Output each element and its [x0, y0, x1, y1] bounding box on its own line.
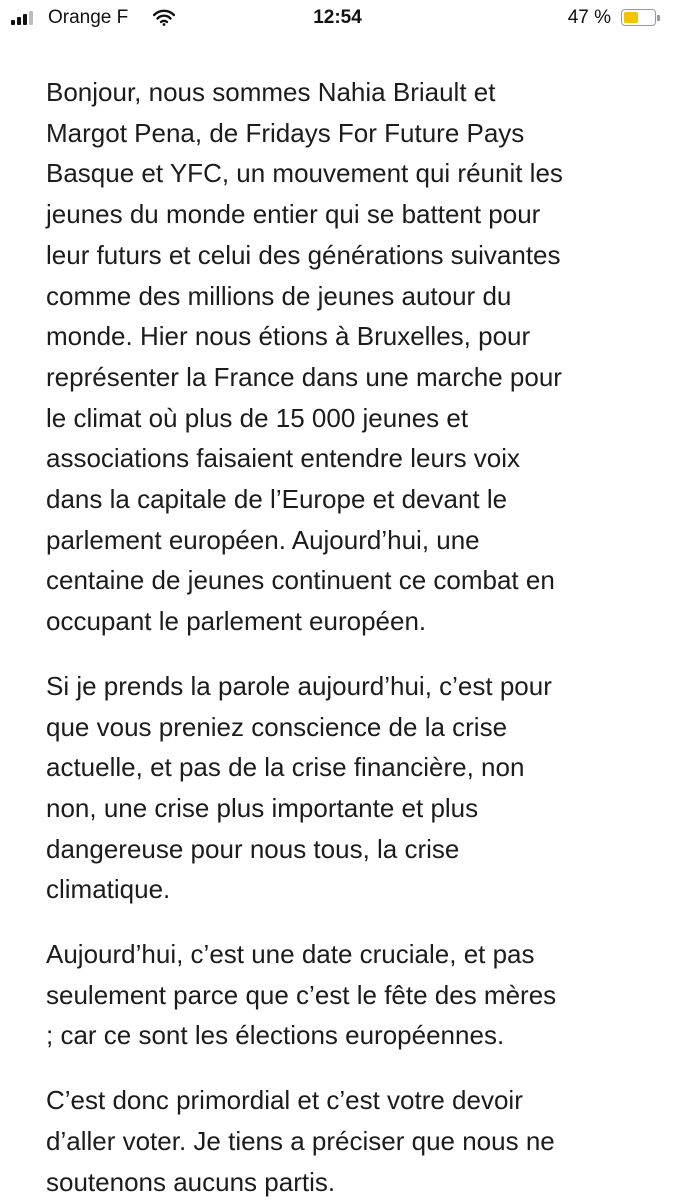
text-line: d’aller voter. Je tiens a préciser que nous ne — [46, 1125, 555, 1156]
text-line: dans la capitale de l’Europe et devant le — [46, 484, 508, 515]
text-line: monde. Hier nous étions à Bruxelles, pour — [46, 321, 531, 352]
paragraph — [46, 1080, 646, 1202]
message-body — [46, 72, 646, 1202]
text-line: représenter la France dans une marche pour — [46, 361, 562, 392]
text-line: jeunes du monde entier qui se battent pour — [46, 199, 541, 230]
paragraph — [46, 934, 646, 1056]
battery-percentage: 47 % — [567, 7, 611, 28]
battery-icon — [621, 9, 661, 28]
text-line: parlement européen. Aujourd’hui, une — [46, 524, 480, 555]
text-line: comme des millions de jeunes autour du — [46, 280, 512, 311]
text-line: Aujourd’hui, c’est une date cruciale, et pas — [46, 939, 535, 970]
paragraph — [46, 72, 646, 642]
text-line: occupant le parlement européen. — [46, 606, 427, 637]
text-line: actuelle, et pas de la crise financière, non — [46, 752, 525, 783]
text-line: Basque et YFC, un mouvement qui réunit les — [46, 158, 563, 189]
paragraph — [46, 666, 646, 910]
text-line: Margot Pena, de Fridays For Future Pays — [46, 117, 525, 148]
text-line: dangereuse pour nous tous, la crise — [46, 833, 460, 864]
text-line: leur futurs et celui des générations suivantes — [46, 239, 561, 270]
clock: 12:54 — [313, 7, 362, 28]
carrier-name: Orange F — [48, 7, 129, 28]
text-line: associations faisaient entendre leurs voix — [46, 443, 521, 474]
text-line: climatique. — [46, 874, 171, 905]
text-line: soutenons aucuns partis. — [46, 1166, 336, 1197]
text-line: seulement parce que c’est le fête des mères — [46, 979, 557, 1010]
text-line: Bonjour, nous sommes Nahia Briault et — [46, 77, 496, 107]
text-line: le climat où plus de 15 000 jeunes et — [46, 402, 469, 433]
text-line: non, une crise plus importante et plus — [46, 792, 479, 823]
text-line: C’est donc primordial et c’est votre devoir — [46, 1085, 523, 1116]
text-line: centaine de jeunes continuent ce combat en — [46, 565, 555, 596]
text-line: ; car ce sont les élections européennes. — [46, 1020, 505, 1051]
text-line: que vous preniez conscience de la crise — [46, 711, 508, 742]
text-line: Si je prends la parole aujourd’hui, c’est pour — [46, 670, 552, 701]
status-bar — [0, 0, 675, 40]
